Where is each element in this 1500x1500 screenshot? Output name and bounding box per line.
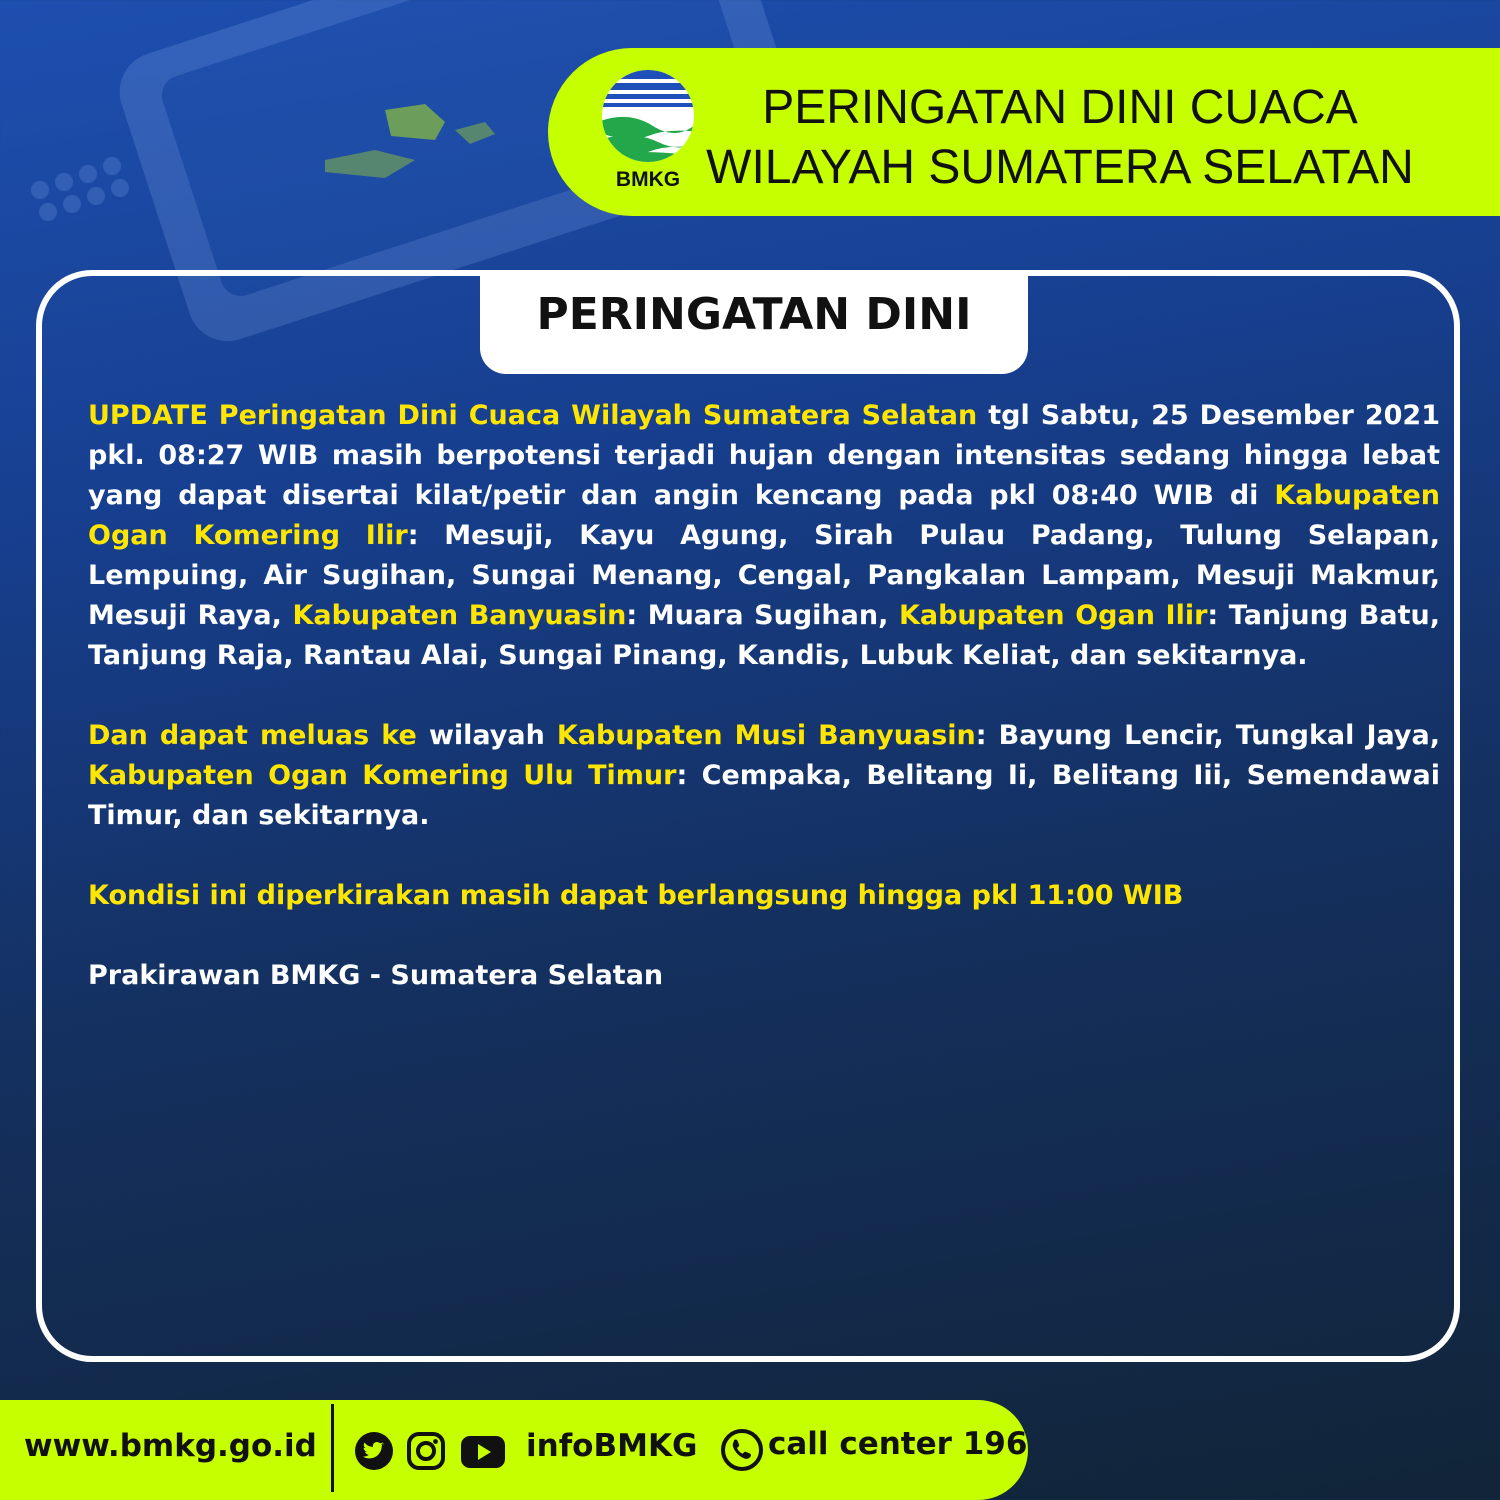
highlighted-text: Dan dapat meluas ke — [88, 720, 417, 751]
logo-text: BMKG — [615, 168, 681, 191]
warning-body — [88, 396, 1440, 996]
body-text-run: : Bayung Lencir, Tungkal Jaya, — [975, 720, 1440, 751]
body-text-run: tgl Sabtu, 25 Desember 2021 pkl. 08:27 WIB masih berpotensi terjadi hujan dengan intensitas sedang hingga lebat yang dapat disertai kilat/petir dan angin kencang pada pkl 08:40 WIB di — [88, 400, 1440, 511]
highlighted-text: UPDATE Peringatan Dini Cuaca Wilayah Sumatera Selatan — [88, 400, 978, 431]
highlighted-text: Kabupaten Ogan Ilir — [898, 600, 1208, 631]
phone-icon — [720, 1428, 764, 1472]
warning-paragraph-2 — [88, 716, 1440, 836]
header-title-line2: WILAYAH SUMATERA SELATAN — [706, 141, 1414, 194]
header-title-line1: PERINGATAN DINI CUACA — [762, 81, 1358, 134]
header-title — [705, 78, 1415, 198]
condition-text: Kondisi ini diperkirakan masih dapat berlangsung hingga pkl 11:00 WIB — [88, 880, 1184, 911]
body-text-run: : Mesuji, Kayu Agung, Sirah Pulau Padang, Tulung Selapan, Lempuing, Air Sugihan, Sungai Menang, Cengal, Pangkalan Lampam, Mesuji Makmur, Mesuji Raya, — [88, 520, 1440, 631]
highlighted-text: Kabupaten Musi Banyuasin — [556, 720, 976, 751]
body-text-run: : Muara Sugihan, — [626, 600, 899, 631]
social-handle[interactable]: infoBMKG — [526, 1428, 698, 1464]
footer-divider — [331, 1404, 334, 1492]
youtube-icon[interactable] — [460, 1435, 506, 1469]
body-text-run: : Tanjung Batu, Tanjung Raja, Rantau Alai, Sungai Pinang, Kandis, Lubuk Keliat, dan sekitarnya. — [88, 600, 1440, 671]
instagram-icon[interactable] — [406, 1431, 446, 1471]
body-text-run: : Cempaka, Belitang Ii, Belitang Iii, Semendawai Timur, dan sekitarnya. — [88, 760, 1440, 831]
highlighted-text: Kabupaten Ogan Komering Ilir — [88, 480, 1440, 551]
highlighted-text: Kabupaten Ogan Komering Ulu Timur — [88, 760, 677, 791]
twitter-icon[interactable] — [354, 1431, 394, 1471]
warning-paragraph-1 — [88, 396, 1440, 676]
website-link[interactable]: www.bmkg.go.id — [24, 1428, 317, 1464]
call-center-number[interactable]: call center 196 — [768, 1426, 1028, 1462]
signature-text: Prakirawan BMKG - Sumatera Selatan — [88, 960, 664, 991]
warning-tab-label: PERINGATAN DINI — [480, 270, 1028, 374]
body-text-run: wilayah — [416, 720, 557, 751]
highlighted-text: Kabupaten Banyuasin — [292, 600, 627, 631]
